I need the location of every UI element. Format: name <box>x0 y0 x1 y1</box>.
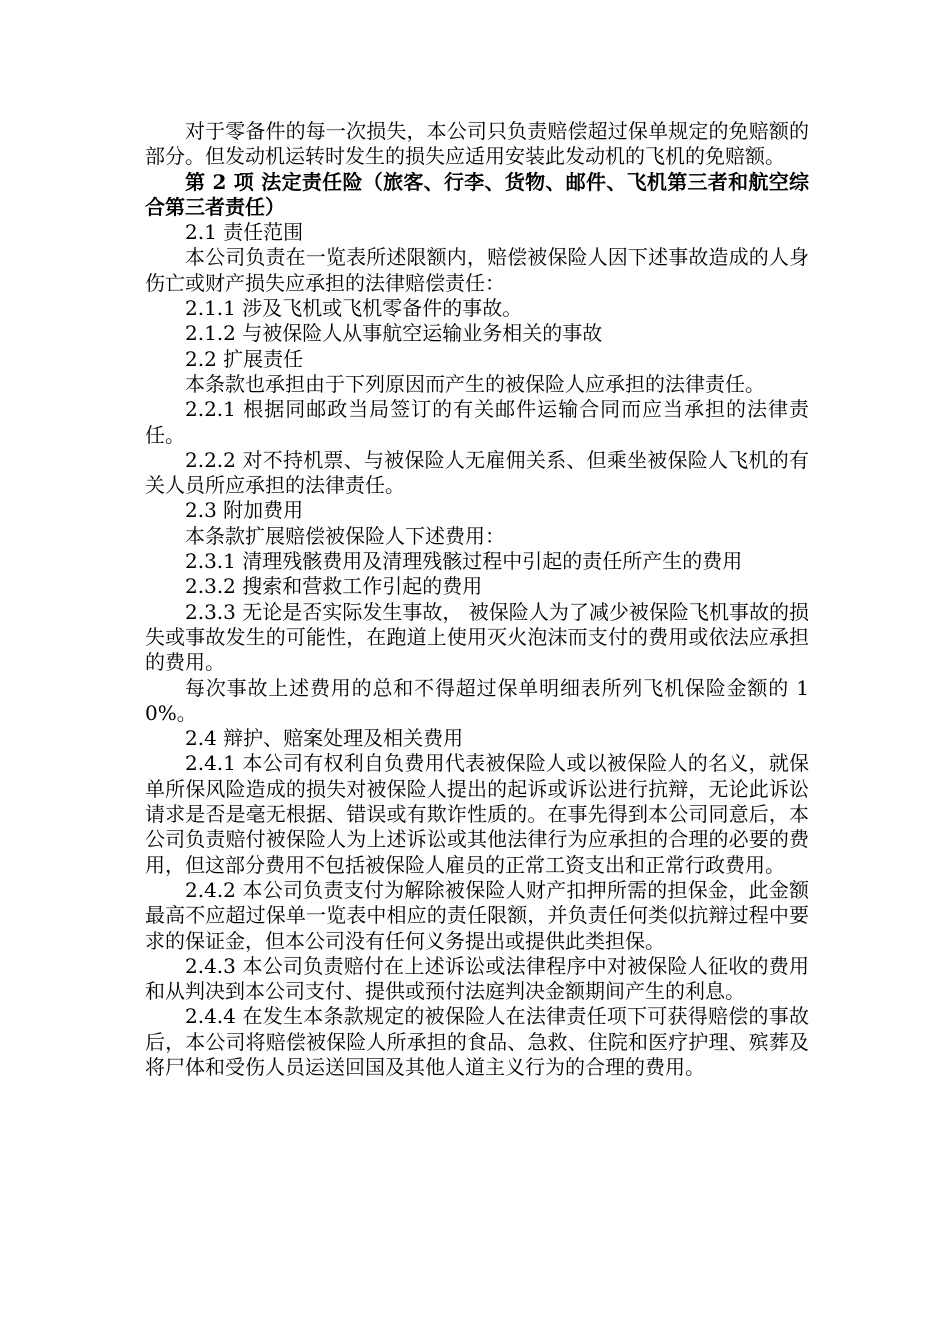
clause-2-4-4: 2.4.4 在发生本条款规定的被保险人在法律责任项下可获得赔偿的事故后，本公司将赔偿被保险人所承担的食品、急救、住院和医疗护理、殡葬及将尸体和受伤人员运送回国及其他人道主义行为的合理的费用。 <box>145 1004 809 1079</box>
clause-2-2-1: 2.2.1 根据同邮政当局签订的有关邮件运输合同而应当承担的法律责任。 <box>145 397 809 447</box>
clause-2-3-2: 2.3.2 搜索和营救工作引起的费用 <box>185 574 483 599</box>
subheading-2-4: 2.4 辩护、赔案处理及相关费用 <box>185 726 464 751</box>
subheading-2-3: 2.3 附加费用 <box>185 498 304 523</box>
paragraph: 本条款也承担由于下列原因而产生的被保险人应承担的法律责任。 <box>185 371 765 396</box>
clause-2-1-2: 2.1.2 与被保险人从事航空运输业务相关的事故 <box>185 321 603 346</box>
clause-2-4-3: 2.4.3 本公司负责赔付在上述诉讼或法律程序中对被保险人征收的费用和从判决到本公司支付、提供或预付法庭判决金额期间产生的利息。 <box>145 953 809 1004</box>
clause-2-4-1: 2.4.1 本公司有权利自负费用代表被保险人或以被保险人的名义，就保单所保风险造成的损失对被保险人提出的起诉或诉讼进行抗辩，无论此诉讼请求是否是毫无根据、错误或有欺诈性质的。在事先得到本公司同意后，本公司负责赔付被保险人为上述诉讼或其他法律行为应承担的合理的必要的费用，但这部分费用不包括被保险人雇员的正常工资支出和正常行政费用。 <box>145 751 809 877</box>
paragraph: 本条款扩展赔偿被保险人下述费用： <box>185 523 505 548</box>
subheading-2-2: 2.2 扩展责任 <box>185 346 304 371</box>
paragraph: 每次事故上述费用的总和不得超过保单明细表所列飞机保险金额的 10%。 <box>145 675 809 725</box>
section-heading-liability: 第 2 项 法定责任险（旅客、行李、货物、邮件、飞机第三者和航空综合第三者责任） <box>145 169 809 219</box>
clause-2-1-1: 2.1.1 涉及飞机或飞机零备件的事故。 <box>185 296 523 321</box>
clause-2-2-2: 2.2.2 对不持机票、与被保险人无雇佣关系、但乘坐被保险人飞机的有关人员所应承担的法律责任。 <box>145 447 809 498</box>
subheading-2-1: 2.1 责任范围 <box>185 220 304 245</box>
paragraph-deductible: 对于零备件的每一次损失，本公司只负责赔偿超过保单规定的免赔额的部分。但发动机运转时发生的损失应适用安装此发动机的飞机的免赔额。 <box>145 119 809 169</box>
clause-2-3-3: 2.3.3 无论是否实际发生事故， 被保险人为了减少被保险飞机事故的损失或事故发生的可能性，在跑道上使用灭火泡沫而支付的费用或依法应承担的费用。 <box>145 599 809 675</box>
clause-2-3-1: 2.3.1 清理残骸费用及清理残骸过程中引起的责任所产生的费用 <box>185 549 743 574</box>
clause-2-4-2: 2.4.2 本公司负责支付为解除被保险人财产扣押所需的担保金，此金额最高不应超过保单一览表中相应的责任限额，并负责任何类似抗辩过程中要求的保证金，但本公司没有任何义务提出或提供此类担保。 <box>145 877 809 953</box>
paragraph: 本公司负责在一览表所述限额内，赔偿被保险人因下述事故造成的人身伤亡或财产损失应承担的法律赔偿责任： <box>145 245 809 295</box>
